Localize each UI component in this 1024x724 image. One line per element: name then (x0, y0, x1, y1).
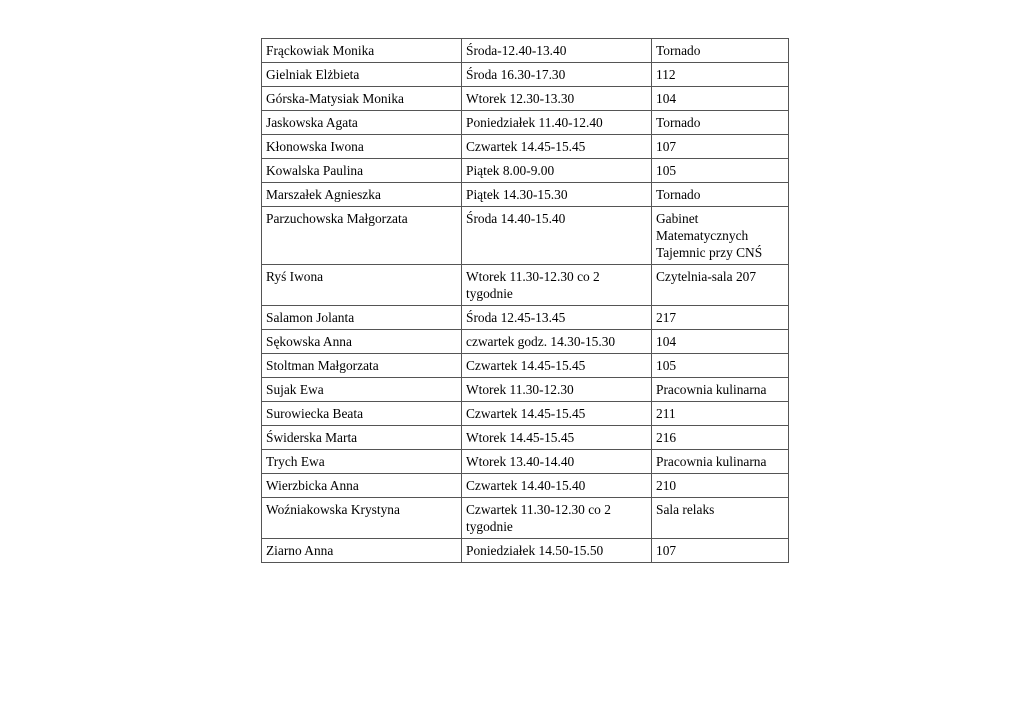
teacher-name-cell: Stoltman Małgorzata (262, 354, 462, 378)
schedule-time-cell: Czwartek 11.30-12.30 co 2 tygodnie (462, 498, 652, 539)
table-row (262, 87, 789, 111)
room-cell: 107 (652, 135, 789, 159)
table-row (262, 354, 789, 378)
teacher-name-cell: Kowalska Paulina (262, 159, 462, 183)
table-row (262, 265, 789, 306)
teacher-name-cell: Salamon Jolanta (262, 306, 462, 330)
room-cell: Czytelnia-sala 207 (652, 265, 789, 306)
room-cell: 104 (652, 87, 789, 111)
schedule-time-cell: Środa 14.40-15.40 (462, 207, 652, 265)
teacher-name-cell: Sękowska Anna (262, 330, 462, 354)
table-row (262, 183, 789, 207)
room-cell: 104 (652, 330, 789, 354)
table-row (262, 378, 789, 402)
room-cell: Sala relaks (652, 498, 789, 539)
teacher-name-cell: Woźniakowska Krystyna (262, 498, 462, 539)
teacher-name-cell: Górska-Matysiak Monika (262, 87, 462, 111)
teacher-name-cell: Surowiecka Beata (262, 402, 462, 426)
schedule-time-cell: Wtorek 12.30-13.30 (462, 87, 652, 111)
teacher-name-cell: Trych Ewa (262, 450, 462, 474)
table-row (262, 450, 789, 474)
room-cell: 210 (652, 474, 789, 498)
schedule-time-cell: Piątek 8.00-9.00 (462, 159, 652, 183)
teacher-name-cell: Gielniak Elżbieta (262, 63, 462, 87)
table-row (262, 306, 789, 330)
table-row (262, 539, 789, 563)
teacher-name-cell: Wierzbicka Anna (262, 474, 462, 498)
table-row (262, 39, 789, 63)
room-cell: 112 (652, 63, 789, 87)
schedule-time-cell: Wtorek 14.45-15.45 (462, 426, 652, 450)
room-cell: 216 (652, 426, 789, 450)
room-cell: 105 (652, 159, 789, 183)
schedule-time-cell: Wtorek 13.40-14.40 (462, 450, 652, 474)
teacher-name-cell: Parzuchowska Małgorzata (262, 207, 462, 265)
room-cell: 105 (652, 354, 789, 378)
consultation-schedule-table (261, 38, 789, 563)
room-cell: 217 (652, 306, 789, 330)
room-cell: Tornado (652, 183, 789, 207)
teacher-name-cell: Frąckowiak Monika (262, 39, 462, 63)
table-row (262, 498, 789, 539)
schedule-time-cell: Czwartek 14.45-15.45 (462, 354, 652, 378)
schedule-time-cell: Wtorek 11.30-12.30 (462, 378, 652, 402)
schedule-time-cell: Środa-12.40-13.40 (462, 39, 652, 63)
schedule-time-cell: Piątek 14.30-15.30 (462, 183, 652, 207)
table-row (262, 63, 789, 87)
table-row (262, 474, 789, 498)
table-row (262, 426, 789, 450)
schedule-time-cell: Poniedziałek 11.40-12.40 (462, 111, 652, 135)
teacher-name-cell: Sujak Ewa (262, 378, 462, 402)
room-cell: 107 (652, 539, 789, 563)
table-row (262, 207, 789, 265)
room-cell: Tornado (652, 111, 789, 135)
table-row (262, 111, 789, 135)
teacher-name-cell: Marszałek Agnieszka (262, 183, 462, 207)
teacher-name-cell: Jaskowska Agata (262, 111, 462, 135)
schedule-time-cell: Czwartek 14.40-15.40 (462, 474, 652, 498)
table-row (262, 330, 789, 354)
schedule-time-cell: Środa 16.30-17.30 (462, 63, 652, 87)
teacher-name-cell: Świderska Marta (262, 426, 462, 450)
room-cell: Pracownia kulinarna (652, 378, 789, 402)
schedule-time-cell: Środa 12.45-13.45 (462, 306, 652, 330)
schedule-table-body (262, 39, 789, 563)
teacher-name-cell: Ziarno Anna (262, 539, 462, 563)
room-cell: 211 (652, 402, 789, 426)
table-row (262, 135, 789, 159)
teacher-name-cell: Kłonowska Iwona (262, 135, 462, 159)
schedule-time-cell: Czwartek 14.45-15.45 (462, 402, 652, 426)
room-cell: Gabinet Matematycznych Tajemnic przy CNŚ (652, 207, 789, 265)
table-row (262, 402, 789, 426)
room-cell: Pracownia kulinarna (652, 450, 789, 474)
teacher-name-cell: Ryś Iwona (262, 265, 462, 306)
schedule-time-cell: czwartek godz. 14.30-15.30 (462, 330, 652, 354)
schedule-time-cell: Poniedziałek 14.50-15.50 (462, 539, 652, 563)
table-row (262, 159, 789, 183)
room-cell: Tornado (652, 39, 789, 63)
schedule-time-cell: Wtorek 11.30-12.30 co 2 tygodnie (462, 265, 652, 306)
schedule-time-cell: Czwartek 14.45-15.45 (462, 135, 652, 159)
